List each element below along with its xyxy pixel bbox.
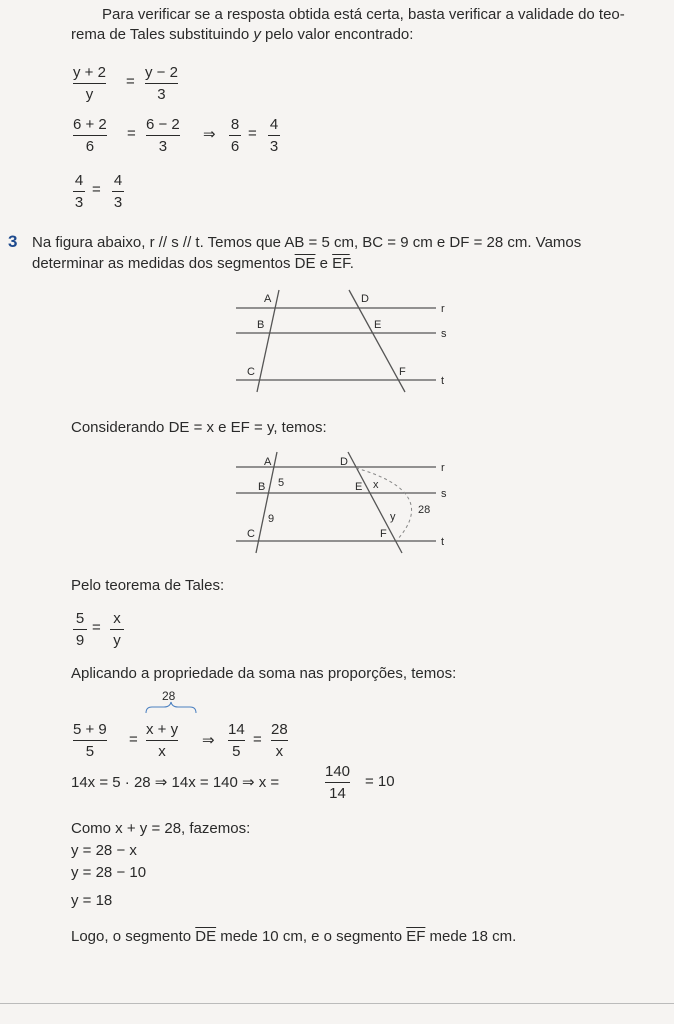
equals-sign: = <box>92 619 101 636</box>
point-c-2: C <box>247 528 255 540</box>
calc-fraction <box>325 762 350 803</box>
como-line-3: y = 18 <box>71 892 113 909</box>
brace-icon <box>146 702 196 713</box>
point-a: A <box>264 293 272 305</box>
fraction-denominator: y <box>85 86 94 103</box>
conclusion-c: mede 18 cm. <box>425 928 517 945</box>
tales-right-fraction <box>110 609 124 650</box>
exercise-number: 3 <box>8 232 18 251</box>
fraction-denominator: y <box>113 632 121 649</box>
label-t-2: t <box>441 536 445 548</box>
brace-value: 28 <box>162 689 176 703</box>
fraction-denominator: 3 <box>74 194 84 211</box>
fraction-numerator: 5 + 9 <box>73 721 107 738</box>
fraction-numerator: 6 − 2 <box>146 116 180 133</box>
fraction-numerator: 8 <box>230 116 240 133</box>
point-d-2: D <box>340 456 348 468</box>
sum-label: Aplicando a propriedade da soma nas proporções, temos: <box>71 665 457 682</box>
intro-line-1: Para verificar se a resposta obtida está certa, basta verificar a validade do teo- <box>102 6 625 23</box>
intro-line-2-a: rema de Tales substituindo <box>71 26 254 43</box>
tales-left-fraction <box>73 609 87 650</box>
equals-sign: = <box>253 731 262 748</box>
segment-ef: $\overline{EF}$ <box>332 255 350 272</box>
conclusion-segment-ef: $\overline{EF}$ <box>406 928 426 945</box>
conclusion-a: Logo, o segmento <box>71 928 196 945</box>
equals-sign: = <box>126 73 135 90</box>
label-s-2: s <box>441 488 447 500</box>
segment-de: $\overline{DE}$ <box>294 255 316 272</box>
fraction-denominator: 3 <box>157 86 166 103</box>
point-f: F <box>399 366 406 378</box>
considering-text: Considerando DE = x e EF = y, temos: <box>71 419 327 436</box>
fraction-denominator: 6 <box>230 138 240 155</box>
intro-var-y: y <box>253 26 261 43</box>
equals-sign: = <box>92 181 101 198</box>
point-e: E <box>374 319 382 331</box>
fraction-denominator: 3 <box>269 138 279 155</box>
como-line-0: Como x + y = 28, fazemos: <box>71 820 251 837</box>
fraction-denominator: 5 <box>85 743 95 760</box>
fraction-numerator: 4 <box>74 172 84 189</box>
transversal-abc <box>257 290 279 392</box>
calc-result: = 10 <box>365 773 395 790</box>
fraction-denominator: 5 <box>232 743 241 760</box>
fraction-denominator: x <box>275 743 284 760</box>
transversal-def <box>349 290 405 392</box>
label-r: r <box>441 303 445 315</box>
point-e-2: E <box>355 481 363 493</box>
conclusion <box>71 928 516 945</box>
tales-label: Pelo teorema de Tales: <box>71 577 225 594</box>
fraction-numerator: 5 <box>75 610 85 627</box>
exercise-line-2-a: determinar as medidas dos segmentos <box>32 255 295 272</box>
fraction-denominator: 3 <box>113 194 123 211</box>
sum-left2-fraction <box>228 720 245 761</box>
label-de-x: x <box>373 479 379 491</box>
exercise-line-2-mid: e <box>315 255 333 272</box>
equals-sign: = <box>248 125 257 142</box>
label-bc-9: 9 <box>268 513 275 525</box>
fraction-numerator: 14 <box>228 721 245 738</box>
label-ab-5: 5 <box>278 477 285 489</box>
point-a-2: A <box>264 456 272 468</box>
fraction-numerator: x + y <box>146 721 179 738</box>
fraction-numerator: 4 <box>113 172 123 189</box>
implies-arrow: ⇒ <box>203 126 216 143</box>
point-f-2: F <box>380 528 387 540</box>
intro-line-2-b: pelo valor encontrado: <box>260 26 414 43</box>
label-df-28: 28 <box>418 504 431 516</box>
sum-right2-fraction <box>271 720 288 761</box>
fraction-numerator: x <box>113 610 121 627</box>
label-r-2: r <box>441 462 445 474</box>
fraction-denominator: 3 <box>158 138 168 155</box>
fraction-numerator: 140 <box>325 763 351 780</box>
calc-text: 14x = 5 · 28 ⇒ 14x = 140 ⇒ x = <box>71 774 280 791</box>
fraction-numerator: y − 2 <box>145 64 178 81</box>
como-line-2: y = 28 − 10 <box>71 864 147 881</box>
label-t: t <box>441 375 445 387</box>
fraction-denominator: x <box>158 743 166 760</box>
sum-right-fraction <box>146 720 178 761</box>
point-d: D <box>361 293 369 305</box>
label-s: s <box>441 328 447 340</box>
como-line-1: y = 28 − x <box>71 842 137 859</box>
equals-sign: = <box>129 731 138 748</box>
point-b: B <box>257 319 265 331</box>
fraction-numerator: y + 2 <box>73 64 106 81</box>
fraction-numerator: 28 <box>271 721 288 738</box>
implies-arrow: ⇒ <box>202 732 215 749</box>
sum-left-fraction <box>73 720 107 761</box>
fraction-denominator: 9 <box>75 632 85 649</box>
point-c: C <box>247 366 255 378</box>
exercise-line-2-end: . <box>349 255 354 272</box>
conclusion-segment-de: $\overline{DE}$ <box>195 928 217 945</box>
conclusion-b: mede 10 cm, e o segmento <box>216 928 407 945</box>
fraction-denominator: 6 <box>85 138 95 155</box>
exercise-line-1: Na figura abaixo, r // s // t. Temos que AB = 5 cm, BC = 9 cm e DF = 28 cm. Vamos <box>32 234 582 251</box>
equals-sign: = <box>127 125 136 142</box>
fraction-numerator: 4 <box>269 116 279 133</box>
page-divider <box>0 1003 674 1004</box>
label-ef-y: y <box>390 511 396 523</box>
fraction-numerator: 6 + 2 <box>73 116 107 133</box>
fraction-denominator: 14 <box>329 785 346 802</box>
point-b-2: B <box>258 481 266 493</box>
